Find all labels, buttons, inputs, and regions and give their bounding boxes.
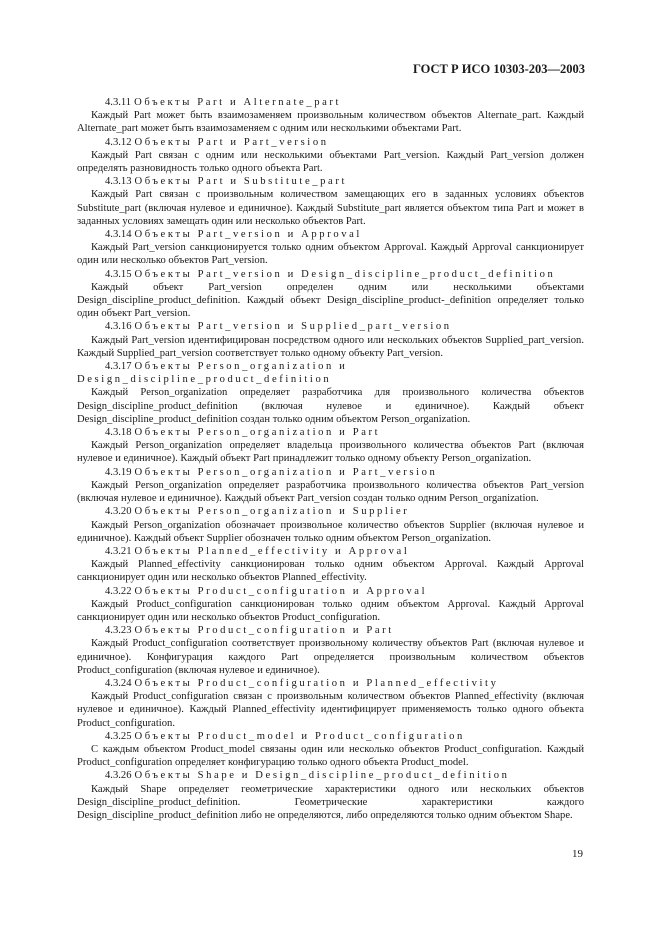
section-heading [77, 466, 584, 479]
section-text: Каждый Product_configuration санкционирован только одним объектом Approval. Каждый Approval санкционирует один или несколько объектов Product_configuration. [77, 598, 584, 623]
section-number: 4.3.25 [105, 730, 132, 742]
section-title: Объекты Product_configuration и Approval [134, 585, 428, 597]
section-heading [77, 360, 584, 386]
section-number: 4.3.16 [105, 321, 132, 333]
section-text: Каждый Person_organization определяет разработчика произвольного количества объектов Part_version (включая нулевое и единичное). Каждый объект Part_version создан только одним Person_organization. [77, 479, 584, 505]
section-heading [77, 769, 584, 782]
section-heading [77, 136, 584, 149]
section-title: Объекты Part и Part_version [134, 136, 329, 148]
section-title: Объекты Product_model и Product_configuration [134, 730, 465, 742]
section-heading [77, 730, 584, 743]
section-title: Объекты Part_version и Approval [134, 229, 362, 241]
section-number: 4.3.12 [105, 136, 132, 148]
section-heading [77, 677, 584, 690]
section-title: Объекты Person_organization и Part_version [134, 466, 438, 478]
section-text: Каждый Part связан с одним или несколькими объектами Part_version. Каждый Part_version должен определять разновидность только одного объекта Part. [77, 149, 584, 175]
section-text: Каждый Part_version санкционируется только одним объектом Approval. Каждый Approval санкционирует один или несколько объектов Part_version. [77, 242, 584, 267]
section-title: Объекты Part и Substitute_part [134, 176, 348, 188]
section-title: Объекты Shape и Design_discipline_product_definition [134, 770, 510, 782]
section-number: 4.3.11 [105, 97, 132, 108]
section-heading [77, 268, 584, 281]
section-heading [77, 96, 584, 109]
section-text: Каждый Person_organization определяет разработчика для произвольного количества объектов Design_discipline_product_definition (включая нулевое и единичное). Каждый объект Design_discipline_product_definition создан только одним объектом Person_organization. [77, 387, 584, 425]
section-text: Каждый Product_configuration соответствует произвольному количеству объектов Part (включая нулевое и единичное). Конфигурация каждого Part определяется произвольным количеством объектов Product_configuration (включая нулевое и единичное). [77, 638, 584, 676]
section-title: Объекты Planned_effectivity и Approval [134, 545, 410, 557]
section-title: Объекты Part_version и Design_discipline_product_definition [134, 268, 556, 280]
section-text: Каждый Planned_effectivity санкционирован только одним объектом Approval. Каждый Approval санкционирует один или несколько объектов Planned_effectivity. [77, 559, 584, 584]
section-text: Каждый Person_organization определяет владельца произвольного количества объектов Part (включая нулевое и единичное). Каждый объект Part принадлежит только одному объекту Person_organization. [77, 440, 584, 465]
standard-header: ГОСТ Р ИСО 10303-203—2003 [412, 62, 585, 76]
section-heading [77, 624, 584, 637]
section-title: Объекты Person_organization и Design_discipline_product_definition [77, 361, 348, 386]
section-heading [77, 585, 584, 598]
section-heading [77, 505, 584, 518]
section-title: Объекты Product_configuration и Part [134, 625, 394, 637]
section-text: Каждый объект Part_version определен одним или несколькими объектами Design_discipline_product_definition. Каждый объект Design_discipline_product-_definition определяет только один объект Part_version. [77, 281, 584, 320]
section-title: Объекты Part и Alternate_part [134, 97, 342, 108]
section-title: Объекты Part_version и Supplied_part_version [134, 321, 452, 333]
section-number: 4.3.24 [105, 677, 132, 689]
section-number: 4.3.23 [105, 625, 132, 637]
section-heading [77, 426, 584, 439]
section-title: Объекты Product_configuration и Planned_effectivity [134, 677, 499, 689]
section-title: Объекты Person_organization и Part [134, 427, 381, 439]
section-text: Каждый Person_organization обозначает произвольное количество объектов Supplier (включая нулевое и единичное). Каждый объект Supplier обозначен только одним объектом Person_organization. [77, 519, 584, 544]
section-number: 4.3.15 [105, 268, 132, 280]
section-number: 4.3.21 [105, 545, 132, 557]
document-body [77, 96, 584, 822]
section-number: 4.3.18 [105, 427, 132, 439]
section-text: Каждый Part_version идентифицирован посредством одного или нескольких объектов Supplied_part_version. Каждый Supplied_part_version соответствует только одному объекту Part_version. [77, 334, 584, 359]
section-text: Каждый Part связан с произвольным количеством замещающих его в заданных условиях объектов Substitute_part (включая нулевое и единичное). Каждый Substitute_part является объектом типа Part и может в заданных условиях замещать один или несколько объектов Part. [77, 189, 584, 227]
section-number: 4.3.14 [105, 229, 132, 241]
section-number: 4.3.22 [105, 585, 132, 597]
section-number: 4.3.13 [105, 176, 132, 188]
section-text: Каждый Part может быть взаимозаменяем произвольным количеством объектов Alternate_part. Каждый Alternate_part может быть взаимозаменяем с одним или несколькими объектами Part. [77, 110, 584, 135]
section-text: Каждый Product_configuration связан с произвольным количеством объектов Planned_effectivity (включая нулевое и единичное). Каждый Planned_effectivity идентифицирует применяемость только одного объекта Product_configuration. [77, 691, 584, 729]
section-title: Объекты Person_organization и Supplier [134, 506, 410, 518]
page-number: 19 [572, 848, 583, 860]
section-text: С каждым объектом Product_model связаны один или несколько объектов Product_configuration. Каждый Product_configuration определяет конфигурацию только одного объекта Product_model. [77, 743, 584, 769]
section-heading [77, 320, 584, 333]
section-heading [77, 545, 584, 558]
section-number: 4.3.19 [105, 466, 132, 478]
section-text: Каждый Shape определяет геометрические характеристики одного или нескольких объектов Design_discipline_product_definition. Геометрические характеристики каждого Design_discipline_product_definition либо не определяются, либо определяются только одним объектом Shape. [77, 783, 584, 821]
section-heading [77, 175, 584, 188]
section-number: 4.3.26 [105, 770, 132, 782]
section-number: 4.3.17 [105, 361, 132, 373]
section-heading [77, 228, 584, 241]
section-number: 4.3.20 [105, 506, 132, 518]
